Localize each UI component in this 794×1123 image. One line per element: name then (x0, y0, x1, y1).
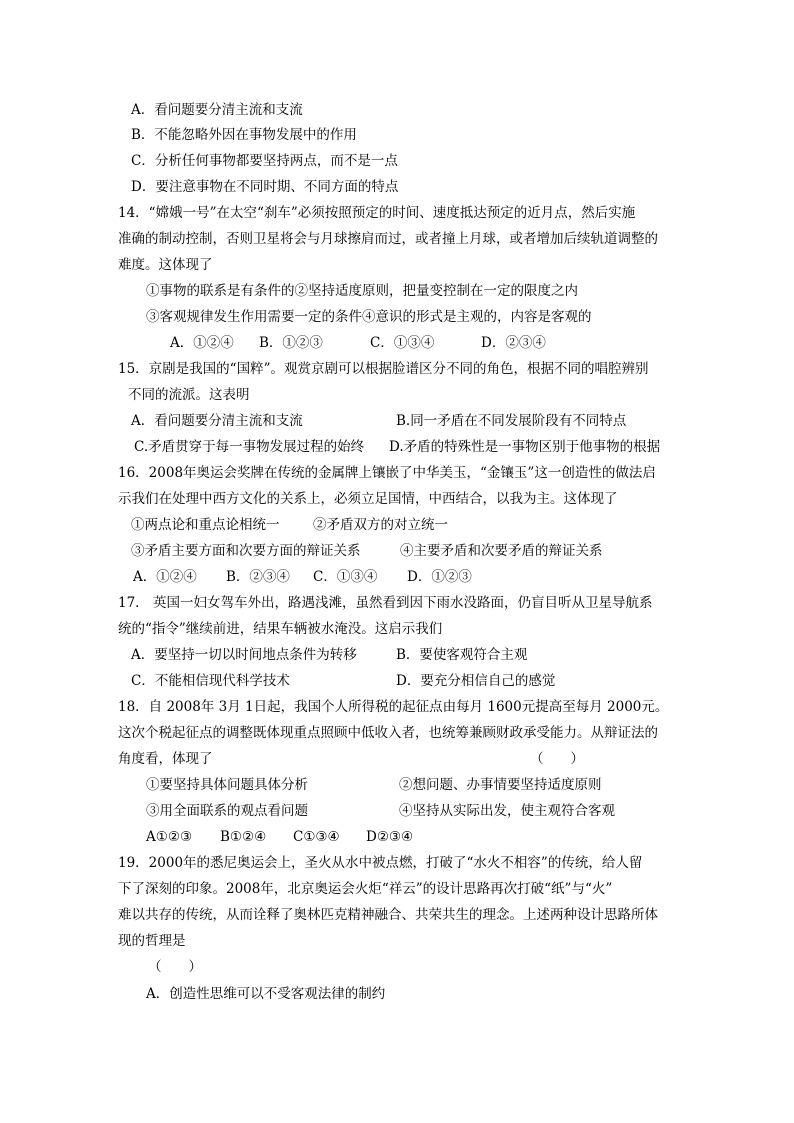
q16-item-1: ①两点论和重点论相统一 (131, 517, 280, 533)
q18-answer-blank: （ ） (530, 751, 584, 767)
q15-stem-line-2: 不同的流派。这表明 (128, 387, 250, 403)
q17-stem-line-1: 17． 英国一妇女驾车外出，路遇浅滩，虽然看到因下雨水没路面，仍盲目听从卫星导航系 (118, 595, 653, 611)
q18-choice-d: D②③④ (366, 829, 414, 845)
q14-stem-line-2: 准确的制动控制，否则卫星将会与月球擦肩而过，或者撞上月球，或者增加后续轨道调整的 (118, 231, 658, 247)
q16-item-2: ②矛盾双方的对立统一 (313, 517, 448, 533)
q18-item-2: ②想问题、办事情要坚持适度原则 (399, 777, 602, 793)
q14-item-line-2: ③客观规律发生作用需要一定的条件④意识的形式是主观的，内容是客观的 (146, 309, 592, 325)
q17-option-a: A．要坚持一切以时间地点条件为转移 (131, 647, 357, 663)
q19-stem-line-4: 现的哲理是 (118, 933, 186, 949)
q19-option-a: A．创造性思维可以不受客观法律的制约 (146, 986, 386, 1002)
q13-option-d: D．要注意事物在不同时期、不同方面的特点 (131, 179, 399, 195)
q14-choice-d: D．②③④ (481, 335, 546, 351)
q19-stem-line-2: 下了深刻的印象。2008年，北京奥运会火炬“祥云”的设计思路再次打破“纸”与“火” (118, 881, 613, 897)
q15-option-c: C.矛盾贯穿于每一事物发展过程的始终 (134, 439, 365, 455)
q18-choice-a: A①②③ (146, 829, 193, 845)
q14-choice-c: C．①③④ (370, 335, 435, 351)
q18-choice-b: B①②④ (220, 829, 267, 845)
q16-item-3: ③矛盾主要方面和次要方面的辩证关系 (131, 543, 361, 559)
q17-stem-line-2: 统的“指令”继续前进，结果车辆被水淹没。这启示我们 (118, 621, 443, 637)
q18-item-4: ④坚持从实际出发，使主观符合客观 (399, 803, 615, 819)
q16-choice-a: A．①②④ (133, 569, 197, 585)
q14-stem-line-1: 14．“嫦娥一号”在太空“刹车”必须按照预定的时间、速度抵达预定的近月点，然后实施 (118, 205, 636, 221)
q17-option-c: C．不能相信现代科学技术 (131, 673, 290, 689)
q17-option-b: B．要使客观符合主观 (396, 647, 528, 663)
q18-stem-line-3: 角度看，体现了 (118, 751, 213, 767)
q18-choice-c: C①③④ (293, 829, 340, 845)
q16-stem-line-2: 示我们在处理中西方文化的关系上，必须立足国情，中西结合，以我为主。这体现了 (118, 491, 618, 507)
q14-choice-b: B．①②③ (259, 335, 323, 351)
q18-item-3: ③用全面联系的观点看问题 (146, 803, 308, 819)
q18-stem-line-2: 这次个税起征点的调整既体现重点照顾中低收入者，也统筹兼顾财政承受能力。从辩证法的 (118, 725, 658, 741)
q19-stem-line-1: 19．2000年的悉尼奥运会上，圣火从水中被点燃，打破了“水火不相容”的传统，给人留 (118, 855, 643, 871)
q19-stem-line-3: 难以共存的传统，从而诠释了奥林匹克精神融合、共荣共生的理念。上述两种设计思路所体 (118, 907, 658, 923)
q18-item-1: ①要坚持具体问题具体分析 (146, 777, 308, 793)
q15-option-b: B.同一矛盾在不同发展阶段有不同特点 (396, 413, 627, 429)
q16-choice-d: D．①②③ (407, 569, 472, 585)
q14-choice-a: A．①②④ (170, 335, 234, 351)
q15-stem-line-1: 15．京剧是我国的“国粹”。观赏京剧可以根据脸谱区分不同的角色，根据不同的唱腔辨别 (118, 361, 649, 377)
q13-option-c: C．分析任何事物都要坚持两点，而不是一点 (131, 153, 398, 169)
q14-item-line-1: ①事物的联系是有条件的②坚持适度原则，把量变控制在一定的限度之内 (146, 283, 578, 299)
q15-option-d: D.矛盾的特殊性是一事物区别于他事物的根据 (389, 439, 661, 455)
q16-item-4: ④主要矛盾和次要矛盾的辩证关系 (400, 543, 603, 559)
q13-option-a: A．看问题要分清主流和支流 (131, 102, 303, 118)
q14-stem-line-3: 难度。这体现了 (118, 257, 213, 273)
q16-stem-line-1: 16．2008年奥运会奖牌在传统的金属牌上镶嵌了中华美玉，“金镶玉”这一创造性的做法启 (118, 465, 656, 481)
q15-option-a: A．看问题要分清主流和支流 (131, 413, 303, 429)
q17-option-d: D．要充分相信自己的感觉 (396, 673, 556, 689)
q13-option-b: B．不能忽略外因在事物发展中的作用 (131, 127, 357, 143)
q19-answer-blank: （ ） (148, 959, 202, 975)
q16-choice-c: C．①③④ (313, 569, 378, 585)
q18-stem-line-1: 18．自 2008年 3月 1日起，我国个人所得税的起征点由每月 1600元提高至每月 2000元。 (118, 699, 669, 715)
q16-choice-b: B．②③④ (226, 569, 290, 585)
